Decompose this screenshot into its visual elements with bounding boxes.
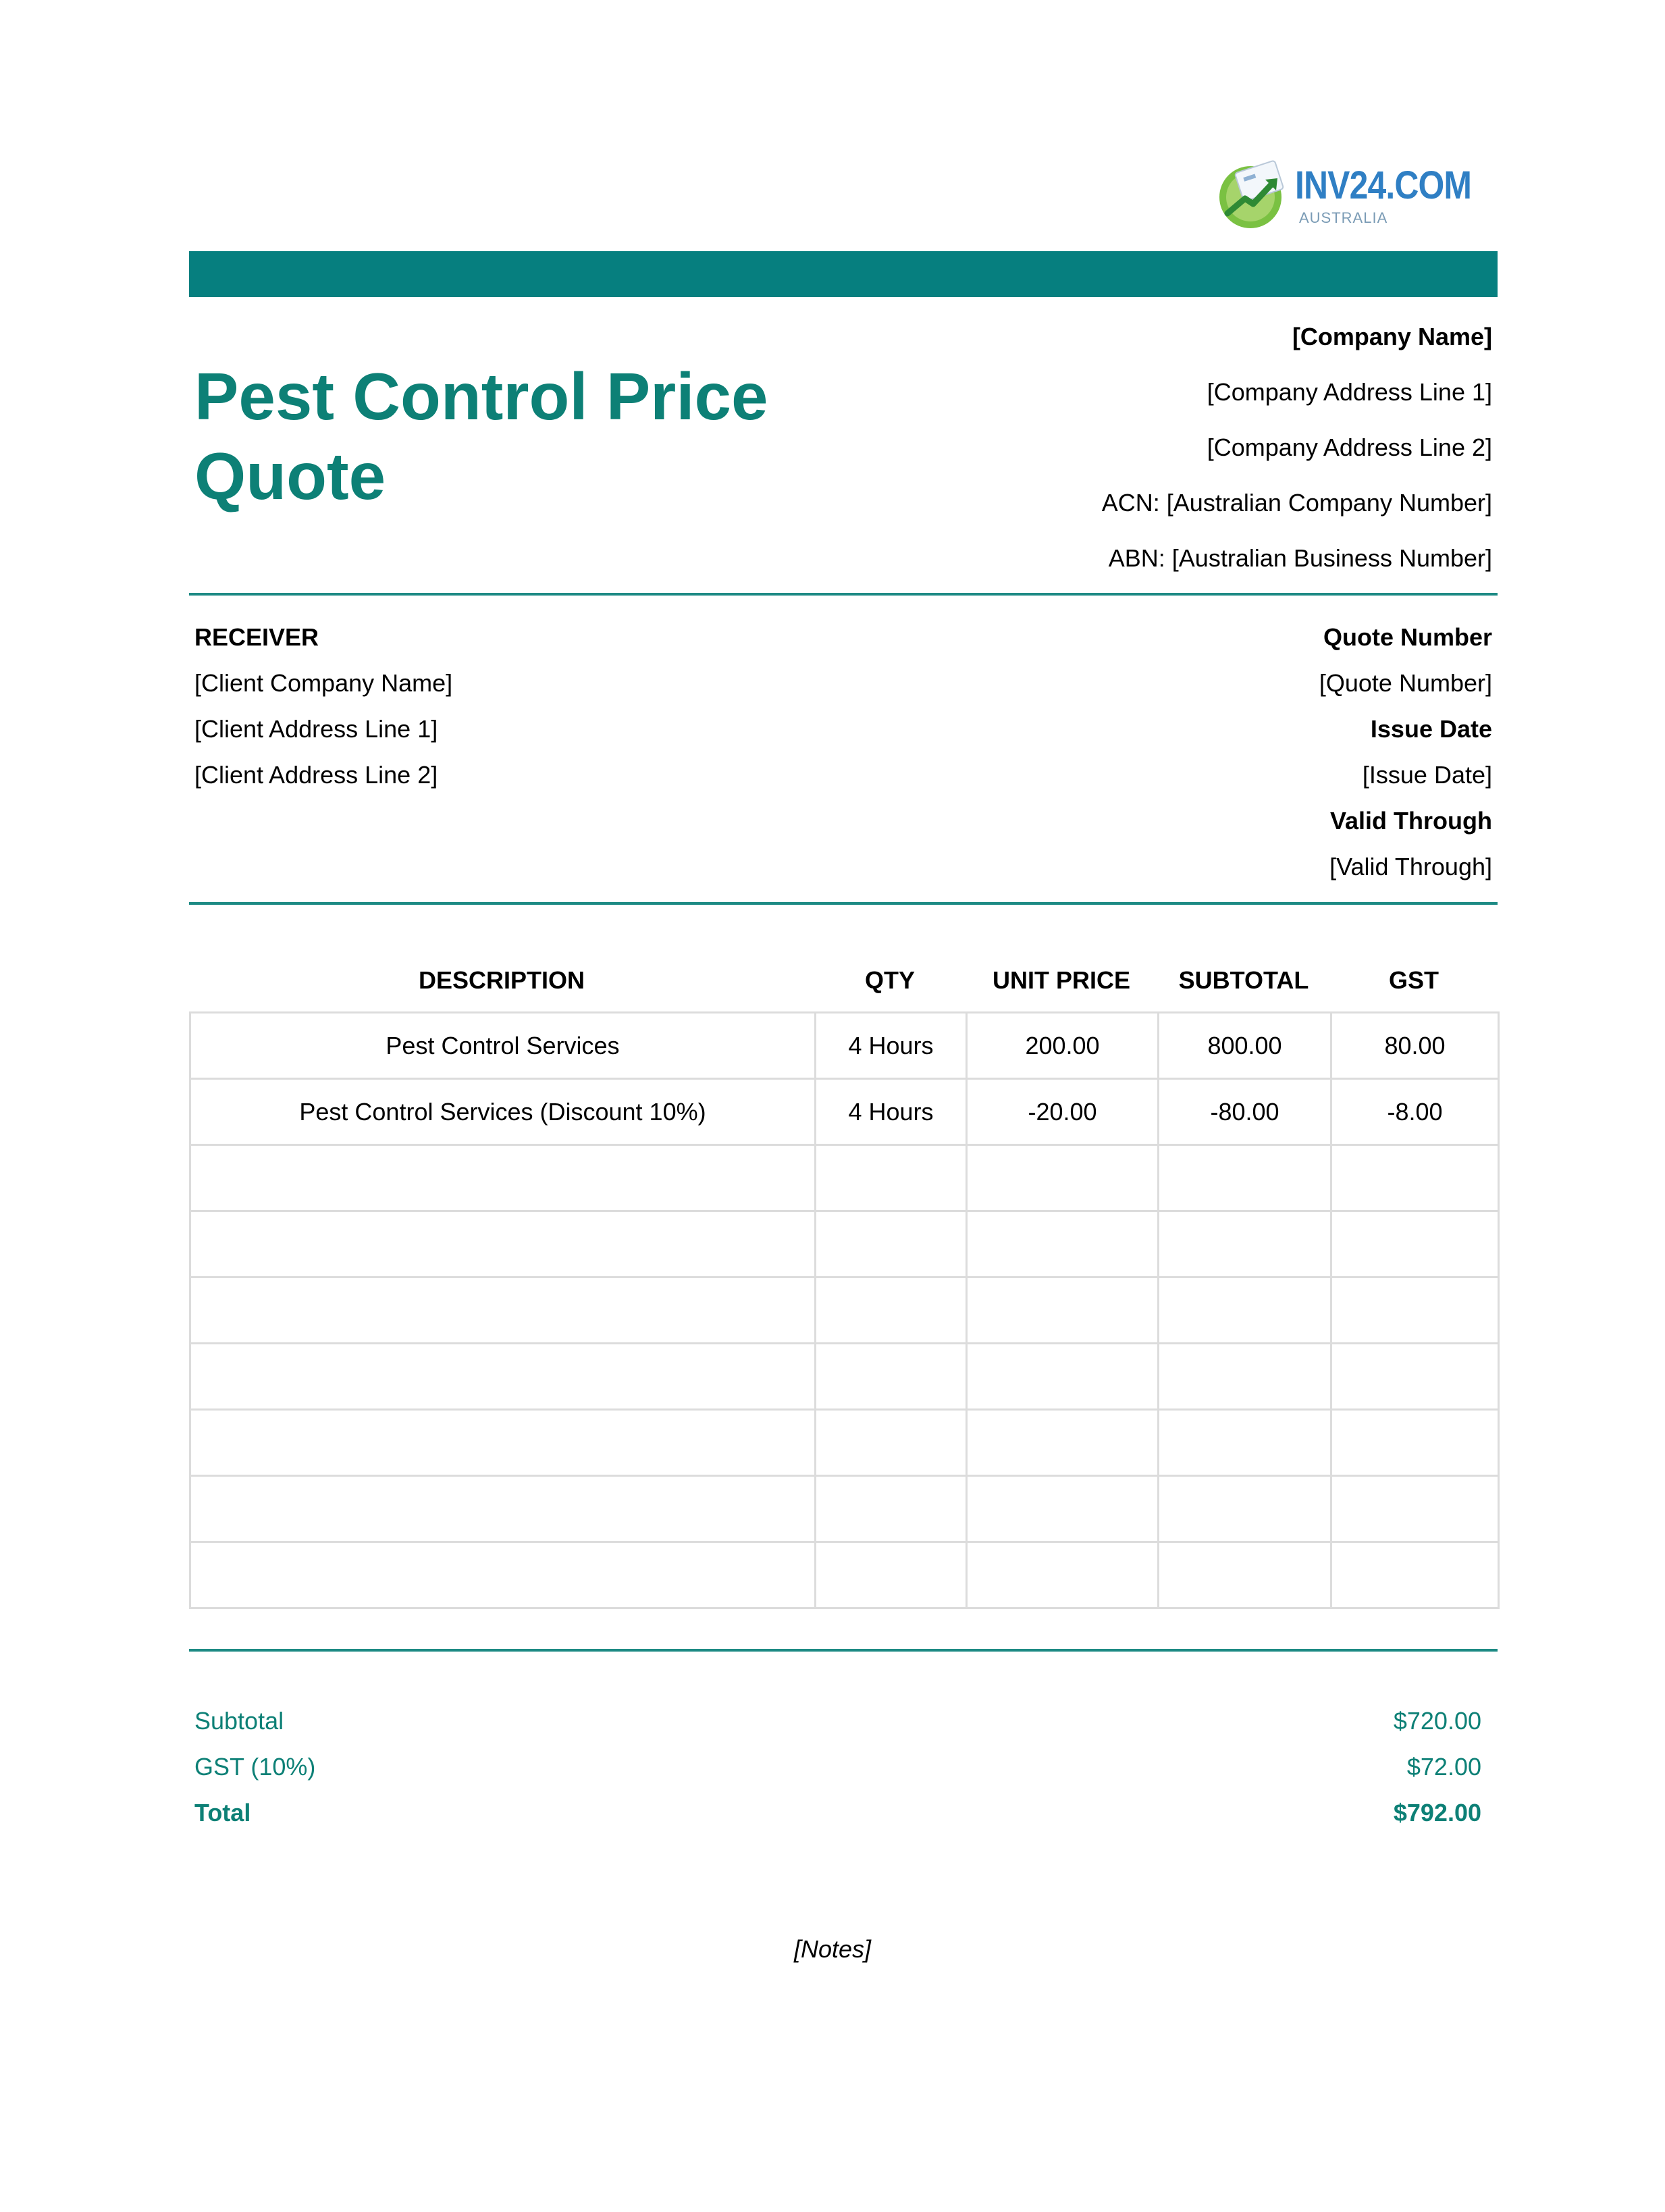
cell-description (190, 1476, 816, 1542)
table-row (190, 1013, 1499, 1079)
total-label: Total (194, 1799, 251, 1826)
gst-label: GST (10%) (194, 1753, 316, 1781)
cell-gst: -8.00 (1331, 1079, 1499, 1145)
cell-description (190, 1344, 816, 1410)
table-row (190, 1079, 1499, 1145)
total-value: $792.00 (1393, 1799, 1481, 1826)
notes: [Notes] (793, 1935, 872, 1963)
cell-unit-price: 200.00 (967, 1013, 1159, 1079)
cell-unit-price (967, 1410, 1159, 1476)
client-company-name: [Client Company Name] (194, 669, 453, 697)
table-row (190, 1344, 1499, 1410)
quote-number-label: Quote Number (1323, 623, 1492, 651)
subtotal-value: $720.00 (1393, 1707, 1481, 1735)
table-row (190, 1476, 1499, 1542)
client-address-line-2: [Client Address Line 2] (194, 761, 438, 789)
logo-mark-icon (1215, 159, 1291, 230)
table-row (190, 1410, 1499, 1476)
cell-unit-price: -20.00 (967, 1079, 1159, 1145)
cell-gst: 80.00 (1331, 1013, 1499, 1079)
cell-qty: 4 Hours (816, 1079, 967, 1145)
inv24-logo (1215, 157, 1472, 231)
line-items-table (189, 1011, 1500, 1609)
cell-subtotal (1159, 1410, 1331, 1476)
cell-description (190, 1145, 816, 1211)
divider-bottom (189, 1649, 1498, 1652)
divider-middle (189, 902, 1498, 905)
gst-value: $72.00 (1406, 1753, 1481, 1781)
logo-name: INV24.COM (1295, 163, 1472, 207)
cell-qty (816, 1278, 967, 1344)
company-abn: ABN: [Australian Business Number] (1108, 544, 1492, 572)
cell-subtotal (1159, 1278, 1331, 1344)
cell-gst (1331, 1211, 1499, 1278)
receiver-heading: RECEIVER (194, 623, 319, 651)
header-gst: GST (1388, 966, 1439, 994)
cell-qty (816, 1145, 967, 1211)
company-details (884, 309, 1492, 586)
cell-subtotal (1159, 1145, 1331, 1211)
cell-description (190, 1278, 816, 1344)
table-row (190, 1145, 1499, 1211)
quote-info-block (952, 614, 1492, 890)
cell-subtotal (1159, 1542, 1331, 1608)
company-acn: ACN: [Australian Company Number] (1101, 489, 1492, 517)
document-title: Pest Control Price Quote (194, 359, 768, 513)
cell-gst (1331, 1145, 1499, 1211)
cell-unit-price (967, 1344, 1159, 1410)
table-row (190, 1542, 1499, 1608)
cell-subtotal: -80.00 (1159, 1079, 1331, 1145)
logo-subtitle: AUSTRALIA (1299, 209, 1388, 226)
cell-subtotal (1159, 1211, 1331, 1278)
cell-gst (1331, 1344, 1499, 1410)
cell-description: Pest Control Services (190, 1013, 816, 1079)
cell-qty: 4 Hours (816, 1013, 967, 1079)
cell-gst (1331, 1542, 1499, 1608)
quote-number-value: [Quote Number] (1319, 669, 1492, 697)
cell-qty (816, 1344, 967, 1410)
cell-qty (816, 1410, 967, 1476)
header-bar (189, 251, 1498, 297)
cell-subtotal: 800.00 (1159, 1013, 1331, 1079)
company-address-line-1: [Company Address Line 1] (1207, 378, 1492, 406)
cell-qty (816, 1476, 967, 1542)
cell-qty (816, 1211, 967, 1278)
subtotal-label: Subtotal (194, 1707, 284, 1735)
company-name: [Company Name] (1292, 323, 1492, 350)
table-row (190, 1211, 1499, 1278)
cell-description (190, 1542, 816, 1608)
header-unit-price: UNIT PRICE (992, 966, 1130, 994)
cell-description: Pest Control Services (Discount 10%) (190, 1079, 816, 1145)
table-row (190, 1278, 1499, 1344)
cell-subtotal (1159, 1344, 1331, 1410)
cell-subtotal (1159, 1476, 1331, 1542)
cell-unit-price (967, 1211, 1159, 1278)
header-subtotal: SUBTOTAL (1178, 966, 1309, 994)
cell-unit-price (967, 1145, 1159, 1211)
company-address-line-2: [Company Address Line 2] (1207, 433, 1492, 461)
valid-through-value: [Valid Through] (1329, 853, 1492, 880)
valid-through-label: Valid Through (1330, 807, 1492, 835)
cell-unit-price (967, 1542, 1159, 1608)
cell-description (190, 1410, 816, 1476)
cell-unit-price (967, 1476, 1159, 1542)
cell-description (190, 1211, 816, 1278)
cell-gst (1331, 1476, 1499, 1542)
issue-date-value: [Issue Date] (1362, 761, 1492, 789)
issue-date-label: Issue Date (1370, 715, 1492, 743)
header-qty: QTY (864, 966, 915, 994)
cell-qty (816, 1542, 967, 1608)
divider-top (189, 593, 1498, 596)
cell-gst (1331, 1278, 1499, 1344)
header-description: DESCRIPTION (418, 966, 585, 994)
receiver-block (194, 614, 452, 798)
cell-gst (1331, 1410, 1499, 1476)
client-address-line-1: [Client Address Line 1] (194, 715, 438, 743)
cell-unit-price (967, 1278, 1159, 1344)
